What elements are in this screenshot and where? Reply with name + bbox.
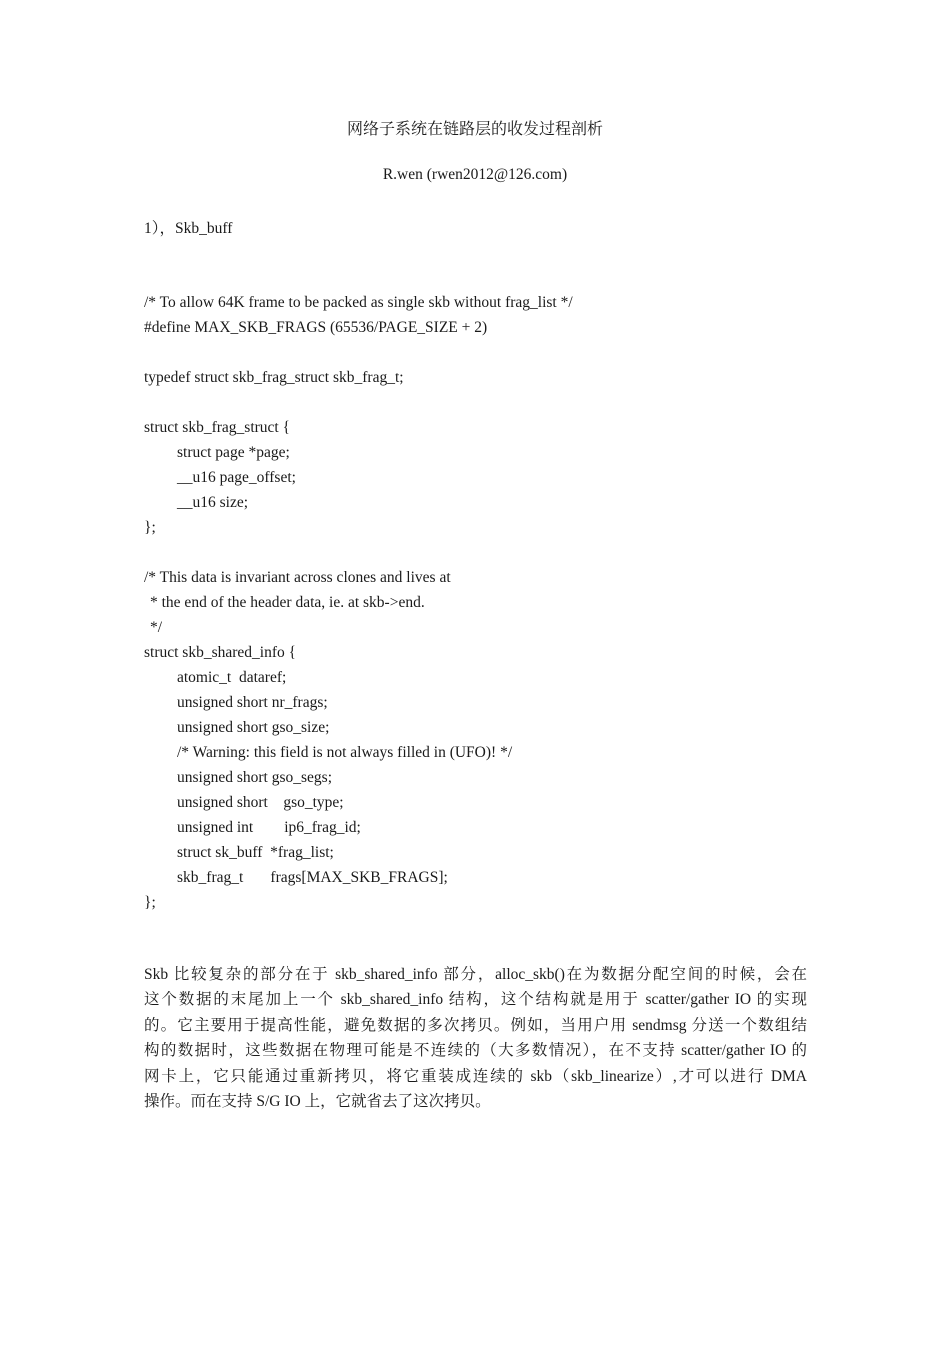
code-line: unsigned short gso_type; xyxy=(177,794,344,811)
paragraph-line: 的。它主要用于提高性能，避免数据的多次拷贝。例如，当用户用 sendmsg 分送一个数组结 xyxy=(144,1016,807,1034)
paragraph-line: 操作。而在支持 S/G IO 上，它就省去了这次拷贝。 xyxy=(144,1092,491,1110)
paragraph-line: Skb 比较复杂的部分在于 skb_shared_info 部分，alloc_skb()在为数据分配空间的时候，会在 xyxy=(144,966,807,983)
paragraph-line: 构的数据时，这些数据在物理可能是不连续的（大多数情况），在不支持 scatter/gather IO 的 xyxy=(144,1042,807,1060)
code-line xyxy=(144,340,573,365)
paragraph-line: 这个数据的末尾加上一个 skb_shared_info 结构，这个结构就是用于 scatter/gather IO 的实现 xyxy=(144,991,807,1009)
code-line: }; xyxy=(144,519,156,536)
code-line: unsigned short nr_frags; xyxy=(177,694,328,711)
code-line: __u16 page_offset; xyxy=(177,469,296,486)
body-paragraph xyxy=(144,962,807,1114)
code-line: struct page *page; xyxy=(177,444,290,461)
code-line: skb_frag_t frags[MAX_SKB_FRAGS]; xyxy=(177,869,448,886)
code-line xyxy=(144,540,573,565)
code-line: struct sk_buff *frag_list; xyxy=(177,844,334,861)
code-line xyxy=(144,390,573,415)
code-line: unsigned int ip6_frag_id; xyxy=(177,819,361,836)
code-line: }; xyxy=(144,894,156,911)
document-title: 网络子系统在链路层的收发过程剖析 xyxy=(346,121,603,138)
code-line: __u16 size; xyxy=(177,494,249,511)
code-line: unsigned short gso_size; xyxy=(177,719,330,736)
code-line: unsigned short gso_segs; xyxy=(177,769,332,786)
code-line: /* This data is invariant across clones and lives at xyxy=(144,569,451,586)
code-line: */ xyxy=(150,619,163,636)
code-line: typedef struct skb_frag_struct skb_frag_t; xyxy=(144,369,404,386)
code-line: /* To allow 64K frame to be packed as single skb without frag_list */ xyxy=(144,294,573,311)
code-block xyxy=(144,290,573,915)
code-line: struct skb_shared_info { xyxy=(144,644,297,661)
code-line: struct skb_frag_struct { xyxy=(144,419,291,436)
paragraph-line: 网卡上，它只能通过重新拷贝，将它重装成连续的 skb（skb_linearize）,才可以进行 DMA xyxy=(144,1067,807,1085)
code-line: * the end of the header data, ie. at skb->end. xyxy=(150,594,425,611)
section-heading: 1），Skb_buff xyxy=(144,220,233,237)
author-line: R.wen (rwen2012@126.com) xyxy=(382,166,568,183)
code-line: #define MAX_SKB_FRAGS (65536/PAGE_SIZE + 2) xyxy=(144,319,488,336)
code-line: atomic_t dataref; xyxy=(177,669,287,686)
code-line: /* Warning: this field is not always filled in (UFO)! */ xyxy=(177,744,513,761)
